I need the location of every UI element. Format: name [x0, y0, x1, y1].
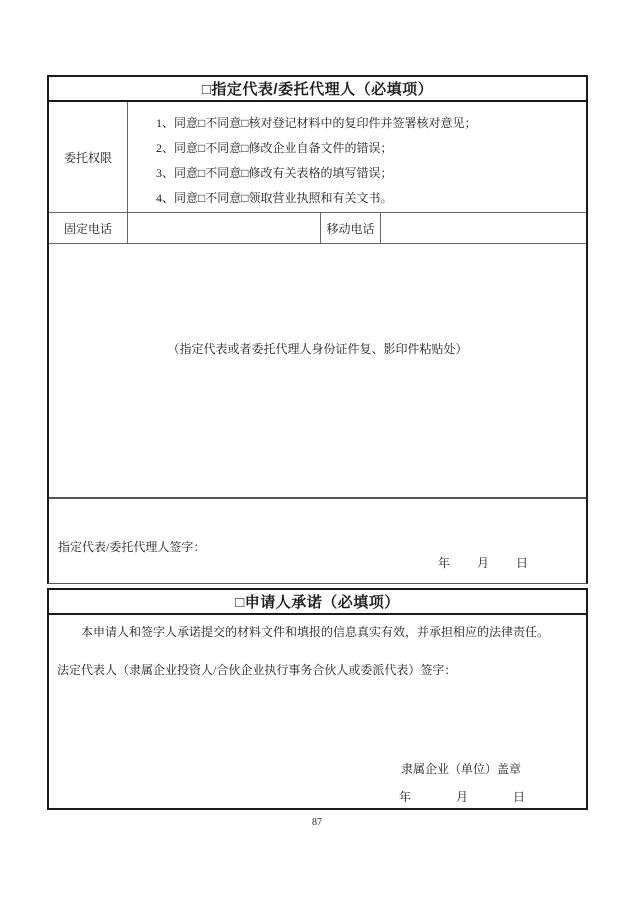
agent-signature-area[interactable]: [49, 499, 586, 583]
mobile-phone-label-cell: [321, 213, 381, 243]
authority-item-1[interactable]: 1、同意□不同意□核对登记材料中的复印件并签署核对意见；: [156, 116, 477, 130]
authority-label: 委托权限: [63, 150, 112, 165]
mobile-phone-label: 移动电话: [326, 221, 375, 236]
id-photo-paste-area[interactable]: [49, 244, 586, 499]
phone-row: [49, 213, 586, 244]
mobile-phone-input-cell[interactable]: [381, 213, 586, 243]
date-day-label: 日: [512, 790, 525, 804]
page-number: 87: [312, 817, 322, 828]
date-month-label: 月: [476, 556, 489, 570]
authority-item-3[interactable]: 3、同意□不同意□修改有关表格的填写错误；: [156, 166, 393, 180]
date-month-label: 月: [455, 790, 468, 804]
authority-items: [128, 102, 586, 212]
date-day-label: 日: [515, 556, 528, 570]
fixed-phone-input-cell[interactable]: [128, 213, 321, 243]
date-year-label: 年: [437, 556, 450, 570]
applicant-commitment-section: [47, 588, 588, 810]
commitment-date: [399, 788, 525, 805]
company-stamp-label: 隶属企业（单位）盖章: [400, 762, 521, 776]
fixed-phone-label-cell: [49, 213, 128, 243]
authority-row: [49, 102, 586, 213]
commitment-statement: 本申请人和签字人承诺提交的材料文件和填报的信息真实有效，并承担相应的法律责任。: [81, 625, 550, 639]
delegation-header: □指定代表/委托代理人（必填项）: [49, 77, 586, 102]
id-photo-paste-placeholder: （指定代表或者委托代理人身份证件复、影印件粘贴处）: [167, 342, 468, 356]
agent-signature-date: [438, 554, 528, 571]
date-year-label: 年: [398, 790, 411, 804]
fixed-phone-label: 固定电话: [63, 221, 112, 236]
commitment-header: □申请人承诺（必填项）: [49, 590, 586, 615]
delegation-section: [47, 75, 588, 584]
authority-label-cell: [49, 102, 128, 212]
authority-item-2[interactable]: 2、同意□不同意□修改企业自备文件的错误；: [156, 141, 393, 155]
legal-representative-signature-label: 法定代表人（隶属企业投资人/合伙企业执行事务合伙人或委派代表）签字：: [57, 663, 457, 677]
commitment-body[interactable]: [49, 615, 586, 808]
authority-item-4[interactable]: 4、同意□不同意□领取营业执照和有关文书。: [156, 191, 393, 205]
agent-signature-label: 指定代表/委托代理人签字：: [58, 540, 206, 554]
